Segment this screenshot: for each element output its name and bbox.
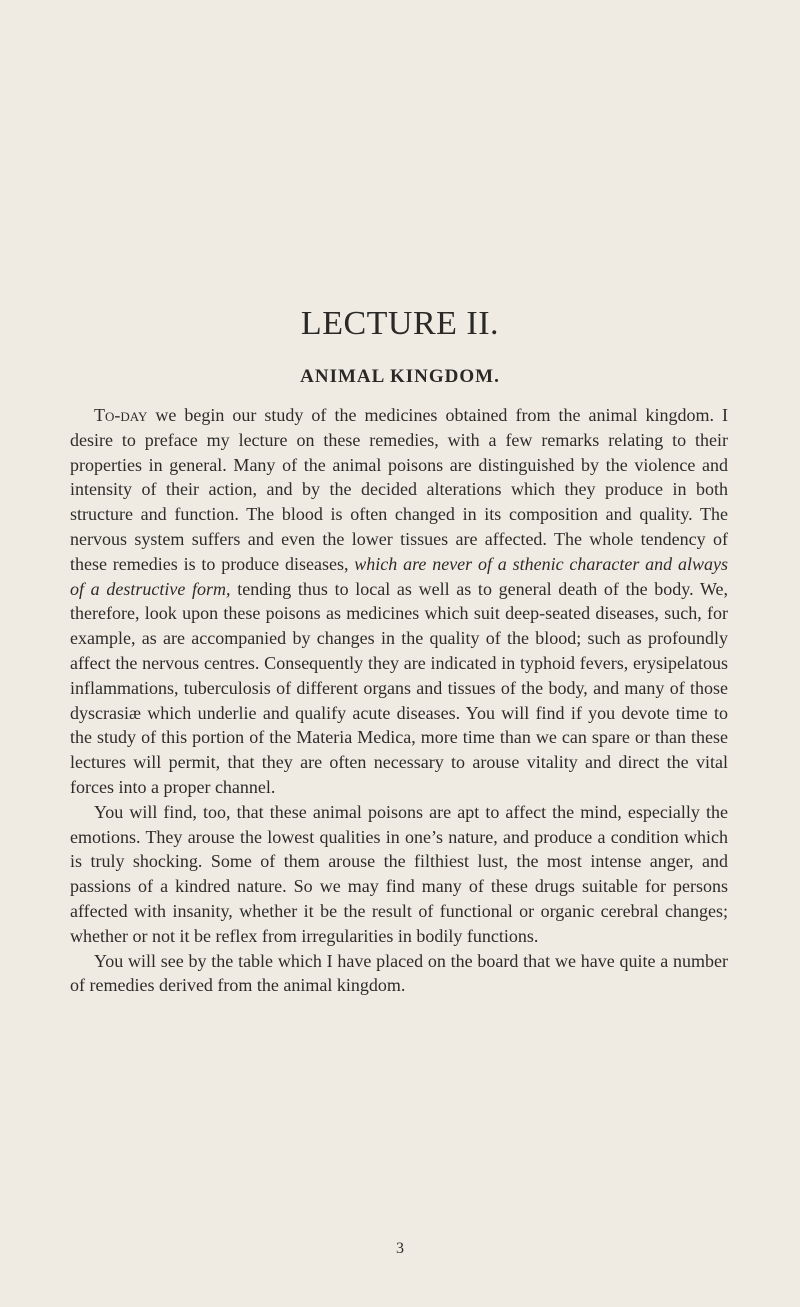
lecture-title: LECTURE II. xyxy=(300,305,500,342)
paragraph-text: we begin our study of the medicines obtained from the animal kingdom. I desire to preface my lecture on these remedies, with a few remarks relating to their properties in general. Many of the animal poisons are distinguished by the violence and intensity of their action, and by the decided alterations which they produce in both structure and function. The blood is often changed in its composition and quality. The nervous system suffers and even the lower tissues are affected. The whole tendency of these remedies is to produce diseases, xyxy=(70,405,728,574)
paragraph-2: You will find, too, that these animal poisons are apt to affect the mind, especially the emotions. They arouse the lowest qualities in one’s nature, and produce a condition which is truly shocking. Some of them arouse the filthiest lust, the most intense anger, and passions of a kindred nature. So we may find many of these drugs suitable for persons affected with insanity, whether it be the result of functional or organic cerebral changes; whether or not it be reflex from irregularities in bodily functions. xyxy=(70,801,728,946)
italic-phrase: which are never of a sthenic character and always of a destructive form, xyxy=(70,553,728,599)
page-number: 3 xyxy=(396,1240,404,1257)
paragraph-1 xyxy=(70,403,728,800)
paragraph-lead: To-day xyxy=(94,405,148,425)
paragraph-3: You will see by the table which I have placed on the board that we have quite a number of remedies derived from the animal kingdom. xyxy=(70,950,728,996)
paragraph-text: tending thus to local as well as to general death of the body. We, therefore, look upon these poisons as medicines which suit deep-seated diseases, such, for example, as are accompanied by changes in the quality of the blood; such as profoundly affect the nervous centres. Consequently they are indicated in typhoid fevers, erysipelatous inflammations, tuberculosis of different organs and tissues of the body, and many of those dyscrasiæ which underlie and qualify acute diseases. You will find if you devote time to the study of this portion of the Materia Medica, more time than we can spare or than these lectures will permit, that they are often necessary to arouse vitality and direct the vital forces into a proper channel. xyxy=(70,578,728,797)
section-heading: ANIMAL KINGDOM. xyxy=(300,366,500,387)
body-text xyxy=(70,403,728,998)
